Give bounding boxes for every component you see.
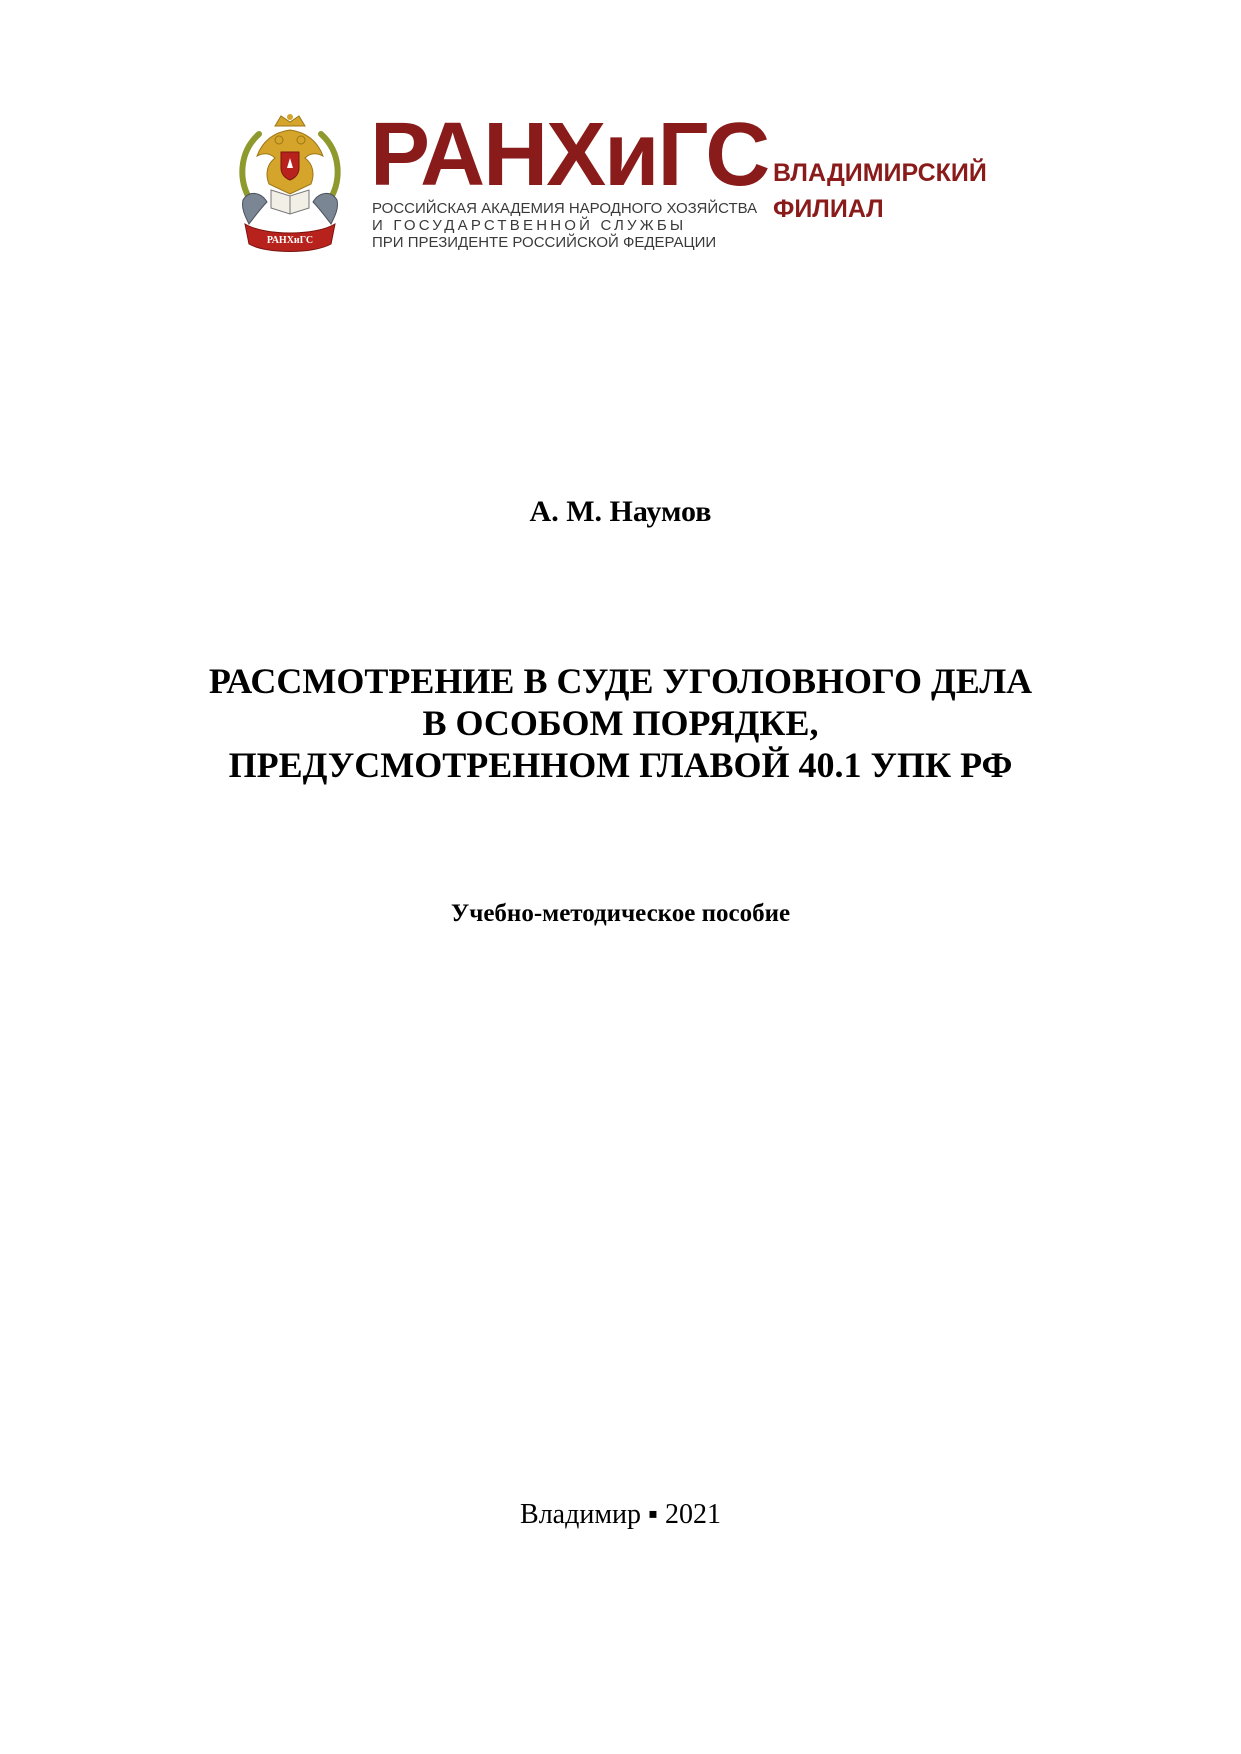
imprint-place-year: Владимир ▪ 2021 xyxy=(520,1499,721,1530)
emblem-ribbon-text: РАНХиГС xyxy=(266,235,314,246)
brand-subtitle-line-2: И ГОСУДАРСТВЕННОЙ СЛУЖБЫ xyxy=(372,217,687,234)
document-title xyxy=(0,660,1241,786)
branch-name xyxy=(773,155,987,227)
ranepa-emblem-icon xyxy=(235,112,345,257)
brand-subtitle-line-3: ПРИ ПРЕЗИДЕНТЕ РОССИЙСКОЙ ФЕДЕРАЦИИ xyxy=(372,234,717,251)
document-type: Учебно-методическое пособие xyxy=(450,900,791,927)
author-name: А. М. Наумов xyxy=(529,495,712,528)
title-line-2: В ОСОБОМ ПОРЯДКЕ, xyxy=(422,703,819,743)
branch-name-line-2: ФИЛИАЛ xyxy=(773,195,884,223)
brand-subtitle-line-1: РОССИЙСКАЯ АКАДЕМИЯ НАРОДНОГО ХОЗЯЙСТВА xyxy=(372,200,758,217)
title-line-3: ПРЕДУСМОТРЕННОМ ГЛАВОЙ 40.1 УПК РФ xyxy=(228,745,1013,785)
branch-name-line-1: ВЛАДИМИРСКИЙ xyxy=(773,159,987,187)
brand-name: РАНХиГС xyxy=(370,105,769,205)
title-line-1: РАССМОТРЕНИЕ В СУДЕ УГОЛОВНОГО ДЕЛА xyxy=(208,661,1033,701)
header xyxy=(0,0,1241,280)
